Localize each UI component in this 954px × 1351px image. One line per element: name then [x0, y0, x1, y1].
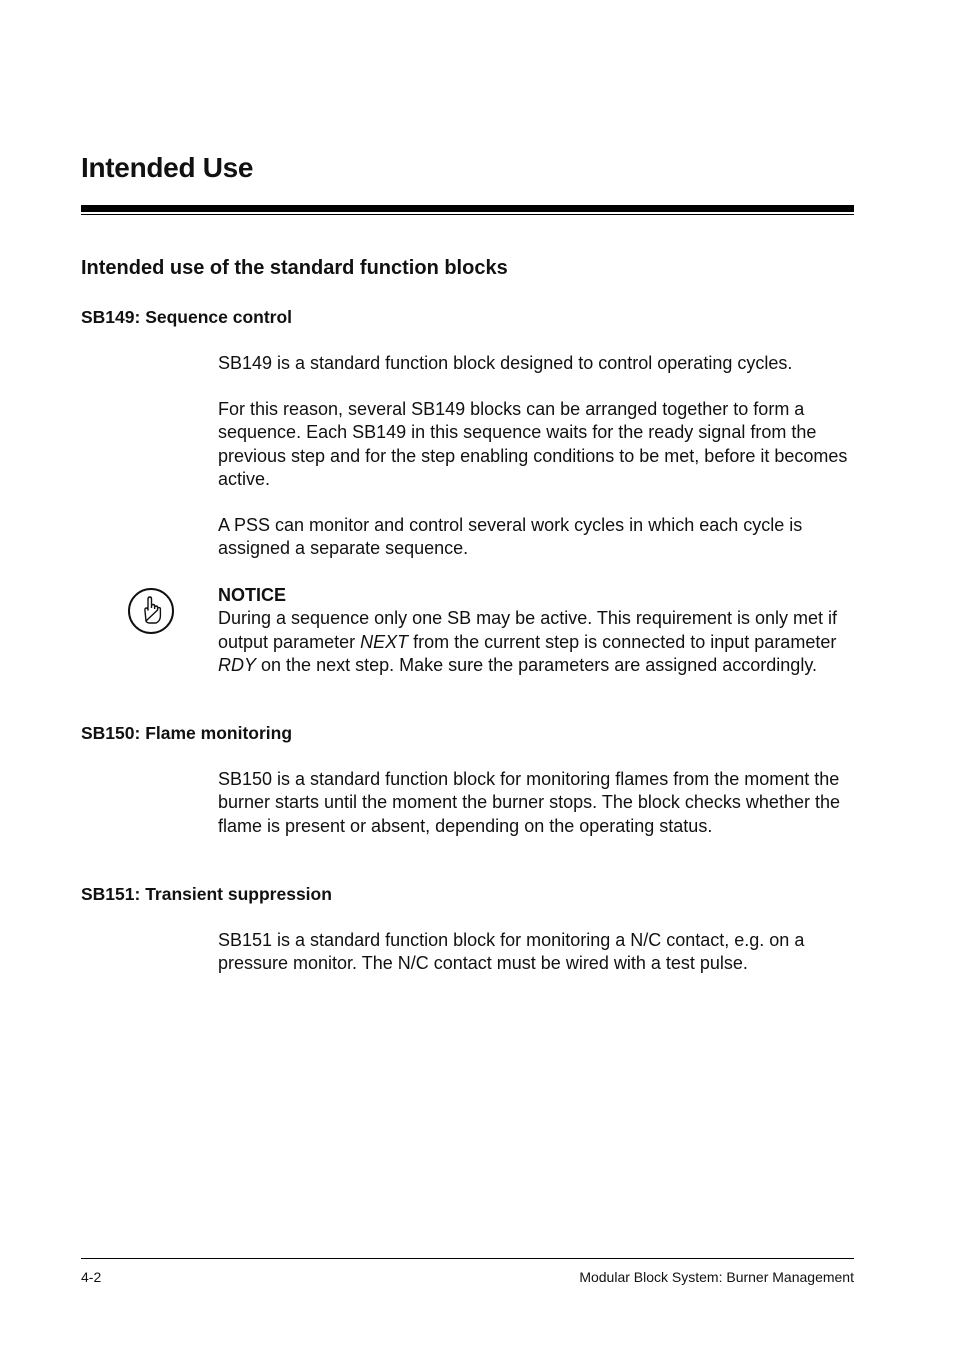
sb151-heading: SB151: Transient suppression: [81, 884, 332, 904]
section-heading: Intended use of the standard function blocks: [81, 257, 508, 279]
footer-document-title: Modular Block System: Burner Management: [579, 1269, 854, 1285]
notice-param-rdy: RDY: [218, 654, 257, 675]
notice-text-1: During a sequence only one SB may be active. This requirement is only met if output parameter: [218, 608, 837, 652]
notice-label: NOTICE: [218, 585, 287, 605]
sb150-heading: SB150: Flame monitoring: [81, 723, 293, 743]
footer-page-number: 4-2: [81, 1269, 102, 1285]
sb149-paragraph-3: A PSS can monitor and control several work cycles in which each cycle is assigned a separate sequence.: [218, 515, 803, 559]
notice-block: [218, 584, 858, 677]
sb149-paragraph-2: For this reason, several SB149 blocks can be arranged together to form a sequence. Each SB149 in this sequence waits for the ready signal from the previous step and for the step enabling conditions to be met, before it becomes active.: [218, 399, 848, 489]
sb149-heading: SB149: Sequence control: [81, 307, 293, 327]
notice-text-2: from the current step is connected to input parameter: [408, 631, 837, 652]
sb151-paragraph-1: SB151 is a standard function block for monitoring a N/C contact, e.g. on a pressure monitor. The N/C contact must be wired with a test pulse.: [218, 930, 805, 974]
notice-param-next: NEXT: [360, 631, 409, 652]
notice-text-3: on the next step. Make sure the parameters are assigned accordingly.: [256, 654, 817, 675]
pointing-hand-icon: [127, 587, 175, 635]
title-rule-thick: [81, 205, 854, 212]
page-title: Intended Use: [81, 152, 254, 183]
title-rule-thin: [81, 214, 854, 215]
sb149-paragraph-1: SB149 is a standard function block designed to control operating cycles.: [218, 353, 793, 373]
footer-rule: [81, 1258, 854, 1259]
sb150-paragraph-1: SB150 is a standard function block for monitoring flames from the moment the burner starts until the moment the burner stops. The block checks whether the flame is present or absent, depending on the operating status.: [218, 769, 840, 836]
